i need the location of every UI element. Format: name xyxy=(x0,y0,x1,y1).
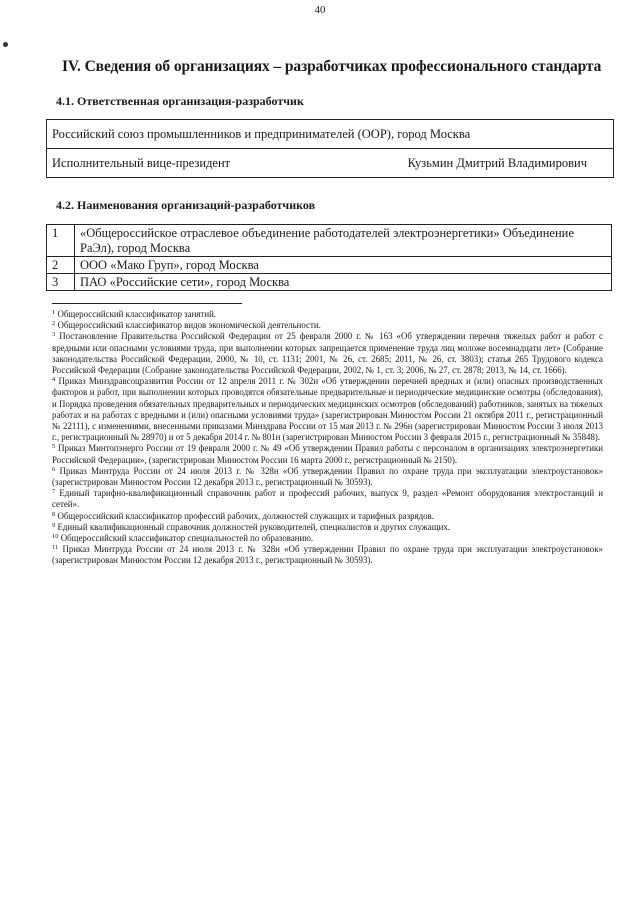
organization-name: ПАО «Российские сети», город Москва xyxy=(75,274,612,291)
organization-name: ООО «Мако Груп», город Москва xyxy=(75,257,612,274)
footnote-text: Общероссийский классификатор видов экономической деятельности. xyxy=(57,320,321,331)
footnote-mark: 3 xyxy=(52,331,56,339)
footnote-mark: 7 xyxy=(52,488,56,496)
responsible-signatory-row xyxy=(47,149,613,178)
responsible-person: Кузьмин Дмитрий Владимирович xyxy=(407,155,587,170)
footnote xyxy=(52,511,603,522)
footnote-text: Общероссийский классификатор занятий. xyxy=(57,309,217,319)
footnote-text: Приказ Минздравсоцразвития России от 12 апреля 2011 г. № 302н «Об утверждении перечней вредных и (или) опасных производственных факторов и работ, при выполнении которых проводятся обязательные предварительные и периодические медицинские осмотры (обследования), и Порядка проведения обязательных предварительных и периодических медицинских осмотров (обследований) работников, занятых на тяжелых работах и на работах с вредными и (или) опасными условиями труда» (зарегистрирован Минюстом России 21 октября 2011 г., регистрационный № 22111), с изменениями, внесенными приказами Минздрава России от 15 мая 2013 г. № 296н (зарегистрирован Минюстом России 3 июля 2013 г., регистрационный № 28970) и от 5 декабря 2014 г. № 801н (зарегистрирован Минюстом России 3 февраля 2015 г., регистрационный № 35848). xyxy=(52,376,603,443)
footnote-text: Общероссийский классификатор профессий рабочих, должностей служащих и тарифных разрядов. xyxy=(57,510,434,521)
developers-table xyxy=(46,224,612,291)
footnote-mark: 6 xyxy=(52,465,56,473)
footnote-mark: 11 xyxy=(52,544,59,552)
footnote-text: Постановление Правительства Российской Федерации от 25 февраля 2000 г. № 163 «Об утверждении перечня тяжелых работ и работ с вредными или опасными условиями труда, при выполнении которых запрещается применение труда лиц моложе восемнадцати лет» (Собрание законодательства Российской Федерации, 2000, № 10, ст. 1131; 2001, № 26, ст. 2685; 2011, № 26, ст. 3803); статья 265 Трудового кодекса Российской Федерации (Собрание законодательства Российской Федерации, 2002, № 1, ст. 3; 2006, № 27, ст. 2878; 2013, № 14, ст. 1666). xyxy=(52,331,603,376)
footnotes xyxy=(52,309,603,567)
footnote-text: Единый квалификационный справочник должностей руководителей, специалистов и других служащих. xyxy=(57,521,450,532)
footnote xyxy=(52,466,603,488)
responsible-organization: Российский союз промышленников и предпринимателей (ООР), город Москва xyxy=(52,126,471,141)
footnote-mark: 10 xyxy=(52,533,59,541)
responsible-table xyxy=(46,119,614,178)
footnote xyxy=(52,522,603,533)
footnote xyxy=(52,488,603,510)
footnote-mark: 9 xyxy=(52,521,56,529)
section-title: IV. Сведения об организациях – разработчиках профессионального стандарта xyxy=(62,58,602,75)
table-row xyxy=(47,274,612,291)
row-number: 1 xyxy=(47,225,75,257)
table-row xyxy=(47,225,612,257)
footnote-separator xyxy=(52,303,242,304)
footnote-mark: 2 xyxy=(52,320,56,328)
footnote-mark: 5 xyxy=(52,443,56,451)
footnote xyxy=(52,443,603,465)
responsible-heading: 4.1. Ответственная организация-разработчик xyxy=(56,94,304,108)
footnote-text: Общероссийский классификатор специальностей по образованию. xyxy=(60,533,314,544)
footnote-text: Приказ Минтруда России от 24 июля 2013 г. № 328н «Об утверждении Правил по охране труда при эксплуатации электроустановок» (зарегистрирован Минюстом России 12 декабря 2013 г., регистрационный № 30593). xyxy=(52,544,603,566)
footnote xyxy=(52,320,603,331)
footnote xyxy=(52,309,603,320)
responsible-position: Исполнительный вице-президент xyxy=(52,155,231,170)
row-number: 2 xyxy=(47,257,75,274)
table-row xyxy=(47,257,612,274)
row-number: 3 xyxy=(47,274,75,291)
developers-heading: 4.2. Наименования организаций-разработчиков xyxy=(56,198,316,212)
footnote xyxy=(52,331,603,376)
footnote-text: Приказ Минтопэнерго России от 19 февраля 2000 г. № 49 «Об утверждении Правил работы с персоналом в организациях электроэнергетики Российской Федерации», (зарегистрирован Минюстом России 16 марта 2000 г., регистрационный № 2150). xyxy=(52,443,604,465)
footnote-mark: 1 xyxy=(52,309,56,316)
footnote xyxy=(52,376,603,443)
footnote-mark: 4 xyxy=(52,376,56,384)
footnote xyxy=(52,544,603,566)
page-number: 40 xyxy=(314,4,326,16)
scan-mark xyxy=(3,42,8,47)
responsible-organization-row xyxy=(47,120,613,149)
footnote-mark: 8 xyxy=(52,510,56,518)
footnote-text: Приказ Минтруда России от 24 июля 2013 г. № 328н «Об утверждении Правил по охране труда при эксплуатации электроустановок» (зарегистрирован Минюстом России 12 декабря 2013 г., регистрационный № 30593). xyxy=(52,465,604,488)
footnote xyxy=(52,533,603,544)
footnote-text: Единый тарифно-квалификационный справочник работ и профессий рабочих, выпуск 9, раздел «Ремонт оборудования электростанций и сетей». xyxy=(52,488,603,510)
organization-name: «Общероссийское отраслевое объединение работодателей электроэнергетики» Объединение РаЭл), город Москва xyxy=(75,225,612,257)
